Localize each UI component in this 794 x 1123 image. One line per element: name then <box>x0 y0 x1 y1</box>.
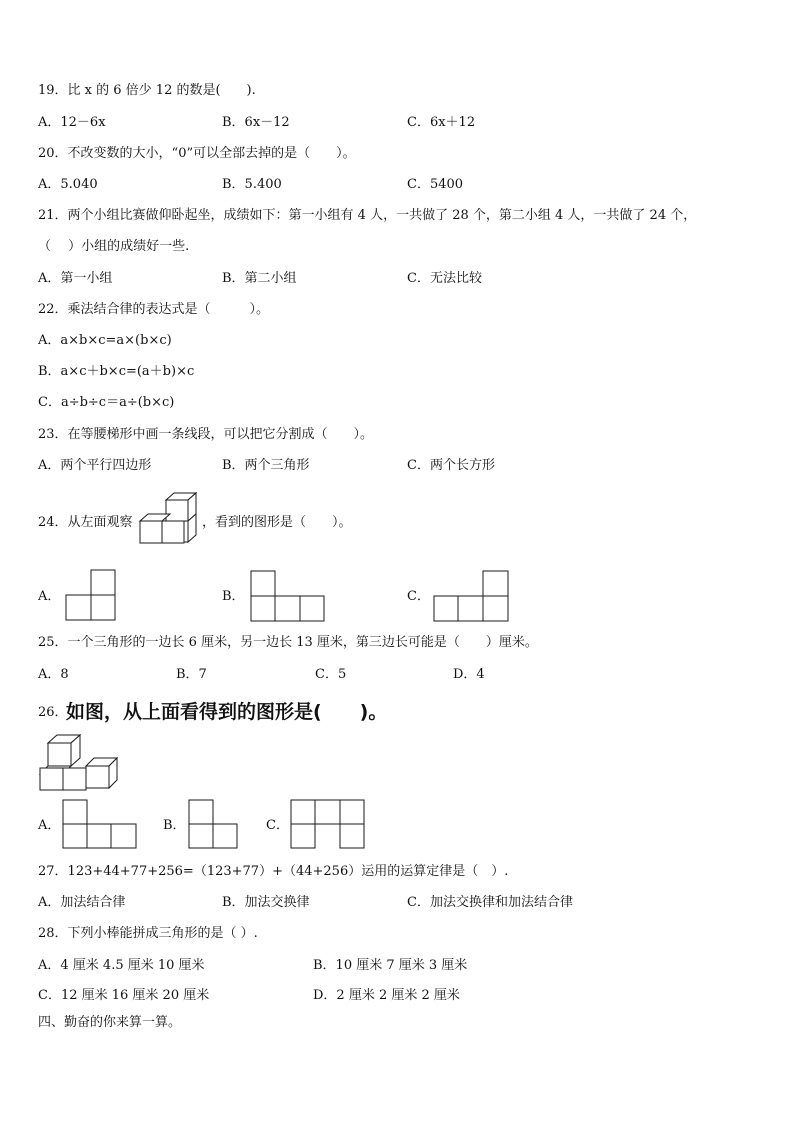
q24-option-c-figure[interactable] <box>433 571 511 623</box>
q21-stem-line1: 21．两个小组比赛做仰卧起坐，成绩如下：第一小组有 4 人，一共做了 28 个，第二小组 4 人，一共做了 24 个， <box>38 208 697 223</box>
q28-option-d[interactable]: D．2 厘米 2 厘米 2 厘米 <box>313 988 460 1003</box>
q24-option-a-figure[interactable] <box>65 570 117 622</box>
q26-number: 26． <box>38 705 68 720</box>
q24-option-a-label[interactable]: A． <box>38 589 61 604</box>
q19-option-c[interactable]: C．6x＋12 <box>407 115 476 130</box>
q19-option-b[interactable]: B．6x－12 <box>222 115 290 130</box>
q23-option-a[interactable]: A．两个平行四边形 <box>38 458 152 473</box>
q20-stem: 20．不改变数的大小，“0”可以全部去掉的是（ ）。 <box>38 146 356 161</box>
q27-option-b[interactable]: B．加法交换律 <box>222 895 310 910</box>
q25-option-c[interactable]: C．5 <box>315 667 347 682</box>
q28-option-a[interactable]: A．4 厘米 4.5 厘米 10 厘米 <box>38 958 205 973</box>
section-4-title: 四、勤奋的你来算一算。 <box>38 1015 182 1030</box>
q26-stem: 如图，从上面看得到的图形是( )。 <box>66 701 388 723</box>
q28-option-b[interactable]: B．10 厘米 7 厘米 3 厘米 <box>313 958 468 973</box>
q22-stem: 22．乘法结合律的表达式是（ ）。 <box>38 302 270 317</box>
q23-stem: 23．在等腰梯形中画一条线段，可以把它分割成（ ）。 <box>38 427 374 442</box>
q20-option-a[interactable]: A．5.040 <box>38 177 98 192</box>
q19-stem: 19．比 x 的 6 倍少 12 的数是( ). <box>38 83 256 98</box>
q27-stem: 27．123+44+77+256=（123+77）+（44+256）运用的运算定律是（ ）. <box>38 864 509 879</box>
q21-option-c[interactable]: C．无法比较 <box>407 271 482 286</box>
q24-cube-figure <box>138 490 202 552</box>
q26-option-a-figure[interactable] <box>62 800 140 850</box>
q21-option-b[interactable]: B．第二小组 <box>222 271 297 286</box>
q26-option-c-label[interactable]: C． <box>266 818 289 833</box>
q21-option-a[interactable]: A．第一小组 <box>38 271 113 286</box>
q22-option-a[interactable]: A．a×b×c=a×(b×c) <box>38 333 172 348</box>
q26-option-b-figure[interactable] <box>188 800 240 850</box>
q23-option-b[interactable]: B．两个三角形 <box>222 458 310 473</box>
q20-option-c[interactable]: C．5400 <box>407 177 464 192</box>
q24-option-b-figure[interactable] <box>250 571 326 623</box>
q27-option-c[interactable]: C．加法交换律和加法结合律 <box>407 895 573 910</box>
q24-stem-before: 24．从左面观察 <box>38 515 133 530</box>
q22-option-c[interactable]: C．a÷b÷c＝a÷(b×c) <box>38 395 175 410</box>
q24-stem-after: ，看到的图形是（ ）。 <box>202 515 352 530</box>
q26-option-a-label[interactable]: A． <box>38 818 61 833</box>
q19-option-a[interactable]: A．12－6x <box>38 115 106 130</box>
q25-option-d[interactable]: D．4 <box>453 667 485 682</box>
q23-option-c[interactable]: C．两个长方形 <box>407 458 495 473</box>
q24-option-c-label[interactable]: C． <box>407 589 430 604</box>
q22-option-b[interactable]: B．a×c＋b×c=(a＋b)×c <box>38 364 195 379</box>
q28-option-c[interactable]: C．12 厘米 16 厘米 20 厘米 <box>38 988 210 1003</box>
q21-stem-line2: （ ）小组的成绩好一些. <box>38 239 190 254</box>
q28-stem: 28．下列小棒能拼成三角形的是（ ）. <box>38 926 258 941</box>
q25-option-b[interactable]: B．7 <box>176 667 207 682</box>
q26-option-b-label[interactable]: B． <box>163 818 186 833</box>
q25-stem: 25．一个三角形的一边长 6 厘米，另一边长 13 厘米，第三边长可能是（ ）厘米。 <box>38 635 538 650</box>
q25-option-a[interactable]: A．8 <box>38 667 69 682</box>
q24-option-b-label[interactable]: B． <box>222 589 245 604</box>
q26-option-c-figure[interactable] <box>290 800 368 850</box>
q20-option-b[interactable]: B．5.400 <box>222 177 282 192</box>
q26-cube-figure <box>38 734 124 792</box>
q27-option-a[interactable]: A．加法结合律 <box>38 895 126 910</box>
